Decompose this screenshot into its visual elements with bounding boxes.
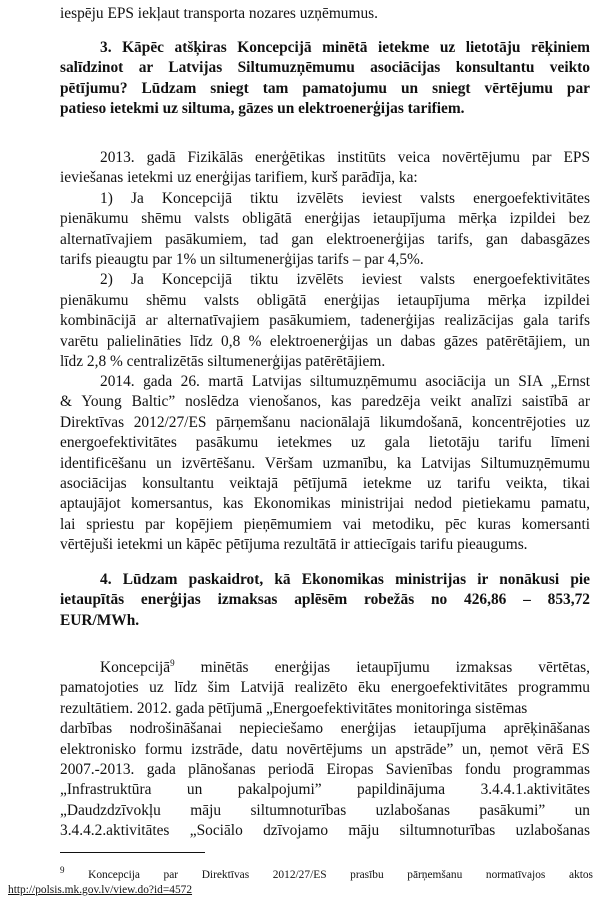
text-line: & Young Baltic” noslēdza vienošanos, kas paredzēja veikt analīzi saistībā ar [60, 393, 590, 411]
text-line: „Infrastruktūra un pakalpojumi” papildinājuma 3.4.4.1.aktivitātes [60, 781, 590, 799]
text-line: pienākumu shēmu valsts obligātā enerģijas ietaupījuma mērķa izpildei bez [60, 210, 590, 228]
text-line: „Daudzdzīvokļu māju siltumnoturības uzlabošanas pasākumi” un [60, 801, 590, 819]
first-word: Koncepcijā [100, 659, 171, 676]
footnote-number: 9 [60, 865, 65, 876]
text-line: tarifs pieaugtu par 1% un siltumenerģijas tarifs – par 4,5%. [60, 251, 424, 269]
heading-line: ietaupītās enerģijas izmaksas aplēsēm robežās no 426,86 – 853,72 [60, 591, 590, 609]
text-line: pamatojoties uz līdz šim Latvijā realizēto ēku energoefektivitātes programmu [60, 679, 590, 697]
text-line: ieviešanas ietekmi uz enerģijas tarifiem, kurš parādīja, ka: [60, 169, 418, 187]
paragraph-ernst-young [60, 372, 590, 556]
heading-line: patieso ietekmi uz siltuma, gāzes un elektroenerģijas tarifiem. [60, 100, 465, 118]
question-4-heading [60, 570, 590, 631]
footnote-reference: 9 [170, 657, 175, 668]
paragraph-research-2013 [60, 148, 590, 372]
text-line: 2014. gada 26. martā Latvijas siltumuzņēmumu asociācija un SIA „Ernst [100, 373, 590, 390]
paragraph-savings-costs [60, 658, 590, 842]
text-line: lai spriestu par kopējiem pieņēmumiem vai metodiku, pēc kuras komersanti [60, 515, 590, 533]
text-line: kombinācijā ar alternatīvajiem pasākumiem, tadenerģijas realizācijas gala tarifs [60, 312, 590, 330]
heading-line: pētījumu? Lūdzam sniegt tam pamatojumu un sniegt vērtējumu par [60, 79, 590, 97]
text-line: darbības nodrošināšanai nepieciešamo enerģijas ietaupījuma aprēķināšanas [60, 720, 590, 738]
text-line: 2007.-2013. gada plānošanas periodā Eiropas Savienības fondu programmas [60, 761, 590, 779]
footnote-text-line [8, 865, 593, 883]
heading-line: 4. Lūdzam paskaidrot, kā Ekonomikas ministrijas ir nonākusi pie [100, 571, 590, 588]
footnote-link[interactable]: http://polsis.mk.gov.lv/view.do?id=4572 [8, 884, 193, 896]
text-line: varētu palielināties līdz 0,8 % elektroenerģijas un dabas gāzes patērētājiem, un [60, 332, 590, 350]
text-line: rezultātiem. 2012. gada pētījumā „Energoefektivitātes monitoringa sistēmas [60, 699, 528, 717]
text-line: 3.4.4.2.aktivitātes „Sociālo dzīvojamo māju siltumnoturības uzlabošanas [60, 822, 590, 840]
text-line: energoefektivitātes pasākumu ietekmes uz gala lietotāju tarifu līmeni [60, 434, 590, 452]
text-line: elektronisko formu izstrāde, datu novērtējums un apstrāde” un, ņemot vērā ES [60, 740, 590, 758]
text-line-first [60, 658, 590, 678]
heading-line: salīdzinot ar Latvijas Siltumuzņēmumu asociācijas konsultantu veikto [60, 59, 590, 77]
text-line: 1) Ja Koncepcijā tiktu izvēlēts ieviest valsts energoefektivitātes [100, 189, 590, 207]
text-line: Direktīvas 2012/27/ES pārņemšanu nacionālajā likumdošanā, koncentrējoties uz [60, 413, 590, 431]
text-line: asociācijas konsultantu veiktajā pētījumā ietekme uz tarifu veikta, tikai [60, 475, 590, 493]
text-line: pienākumu shēmu valsts obligātā enerģijas ietaupījuma mērķa izpildei [60, 291, 590, 309]
text-line: 2) Ja Koncepcijā tiktu izvēlēts ieviest valsts energoefektivitātes [100, 271, 590, 289]
question-3-heading [60, 38, 590, 120]
text-line: vērtējuši ietekmi un kāpēc pētījuma rezultātā ir attiecīgais tarifu pieaugums. [60, 536, 528, 554]
text-line: 2013. gadā Fizikālās enerģētikas institūts veica novērtējumu par EPS [100, 149, 590, 166]
heading-line: 3. Kāpēc atšķiras Koncepcijā minētā ietekme uz lietotāju rēķiniem [100, 39, 590, 56]
top-line: iespēju EPS iekļaut transporta nozares uzņēmumus. [60, 5, 378, 22]
footnote-divider [60, 852, 205, 853]
text-line: aptaujājot komersantus, kas Ekonomikas ministrijai nedod pietiekamu pamatu, [60, 495, 590, 513]
first-line-rest: minētās enerģijas ietaupījumu izmaksas vērtētas, [200, 659, 590, 676]
text-line: identificēšanu un izvērtēšanu. Vēršam uzmanību, ka Latvijas Siltumuzņēmumu [60, 454, 590, 472]
text-line: alternatīvajiem pasākumiem, tad gan elektroenerģijas tarifs, gan dabasgāzes [60, 230, 590, 248]
text-line: līdz 2,8 % centralizētās siltumenerģijas patērētājiem. [60, 353, 386, 371]
heading-line: EUR/MWh. [60, 611, 140, 629]
footnote-text: Koncepcija par Direktīvas 2012/27/ES prasību pārņemšanu normatīvajos aktos [88, 869, 593, 881]
footnote [8, 865, 593, 898]
